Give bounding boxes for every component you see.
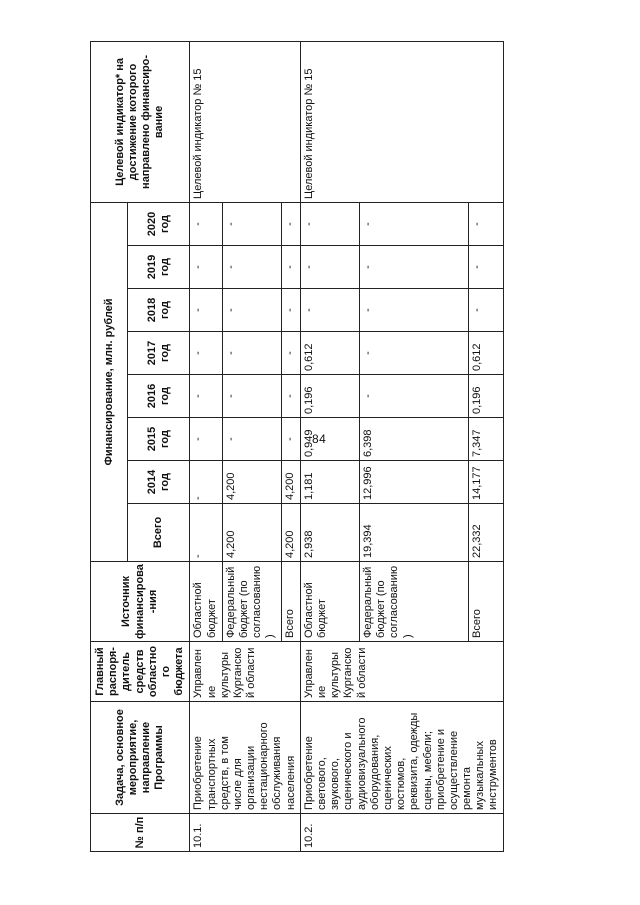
row-value: - [360,332,469,375]
row-value: - [360,246,469,289]
row-value: - [222,418,281,461]
row-indicator: Целевой индикатор № 15 [190,41,301,202]
header-year: 2017 год [128,332,190,375]
row-value: 6,398 [360,418,469,461]
header-year: 2016 год [128,375,190,418]
row-total: 22,332 [469,504,503,562]
row-value: 12,996 [360,461,469,504]
row-value: 0,949 [300,418,359,461]
row-value: - [282,246,301,289]
header-source: Источник финансирова-ния [91,562,190,642]
table-row [300,41,359,851]
row-value: - [300,202,359,245]
row-value: - [282,332,301,375]
table-row [190,41,222,851]
row-value: - [190,461,222,504]
row-value: - [190,246,222,289]
header-num: № п/п [91,814,190,852]
row-value: 4,200 [282,461,301,504]
row-indicator: Целевой индикатор № 15 [300,41,503,202]
row-source: Всего [282,562,301,642]
row-manager: Управление культуры Курганской области [300,642,503,702]
row-total: 2,938 [300,504,359,562]
row-value: - [222,246,281,289]
page-number: 84 [312,432,327,446]
row-value: - [190,202,222,245]
row-value: - [300,289,359,332]
row-source: Федеральный бюджет (по согласованию) [222,562,281,642]
header-task: Задача, основное мероприятие, направление Программы [91,702,190,814]
row-value: - [282,202,301,245]
row-value: - [222,289,281,332]
row-value: - [190,418,222,461]
row-value: 14,177 [469,461,503,504]
row-value: 7,347 [469,418,503,461]
row-source: Областной бюджет [300,562,359,642]
row-value: - [360,289,469,332]
row-source: Федеральный бюджет (по согласованию) [360,562,469,642]
row-value: 0,196 [469,375,503,418]
header-year: 2019 год [128,246,190,289]
financing-table [90,41,504,852]
row-value: 0,196 [300,375,359,418]
row-total: 4,200 [222,504,281,562]
row-total: 4,200 [282,504,301,562]
header-indicator: Целевой индикатор* на достижение которого направлено финансиро-вание [91,41,190,202]
row-value: - [300,246,359,289]
row-value: - [222,375,281,418]
row-value: 1,181 [300,461,359,504]
row-total: 19,394 [360,504,469,562]
row-value: - [469,202,503,245]
header-year: 2020 год [128,202,190,245]
row-value: - [190,375,222,418]
row-value: - [360,375,469,418]
row-task: Приобретение транспортных средств, в том числе для организации нестационарного обслуживания населения [190,702,301,814]
row-num: 10.1. [190,814,301,852]
row-source: Всего [469,562,503,642]
row-manager: Управление культуры Курганской области [190,642,301,702]
row-total: - [190,504,222,562]
row-value: - [222,332,281,375]
row-value: - [360,202,469,245]
row-value: - [190,332,222,375]
row-value: - [282,289,301,332]
row-value: - [222,202,281,245]
rotated-table-container [90,42,590,852]
header-financing: Финансирование, млн. рублей [91,202,128,561]
row-value: - [469,289,503,332]
row-num: 10.2. [300,814,503,852]
header-year: 2014 год [128,461,190,504]
row-value: 4,200 [222,461,281,504]
row-value: - [190,289,222,332]
row-value: 0,612 [469,332,503,375]
row-task: Приобретение светового, звукового, сценического и аудиовизуального оборудования, сценических костюмов, реквизита, одежды сцены, мебели; приобретение и осуществление ремонта музыкальных инструментов [300,702,503,814]
header-year: 2018 год [128,289,190,332]
header-year: 2015 год [128,418,190,461]
row-source: Областной бюджет [190,562,222,642]
row-value: - [469,246,503,289]
row-value: - [282,418,301,461]
row-value: - [282,375,301,418]
row-value: 0,612 [300,332,359,375]
header-total: Всего [128,504,190,562]
header-manager: Главный распоря-дитель средств областного бюджета [91,642,190,702]
header-row-1 [91,41,128,851]
